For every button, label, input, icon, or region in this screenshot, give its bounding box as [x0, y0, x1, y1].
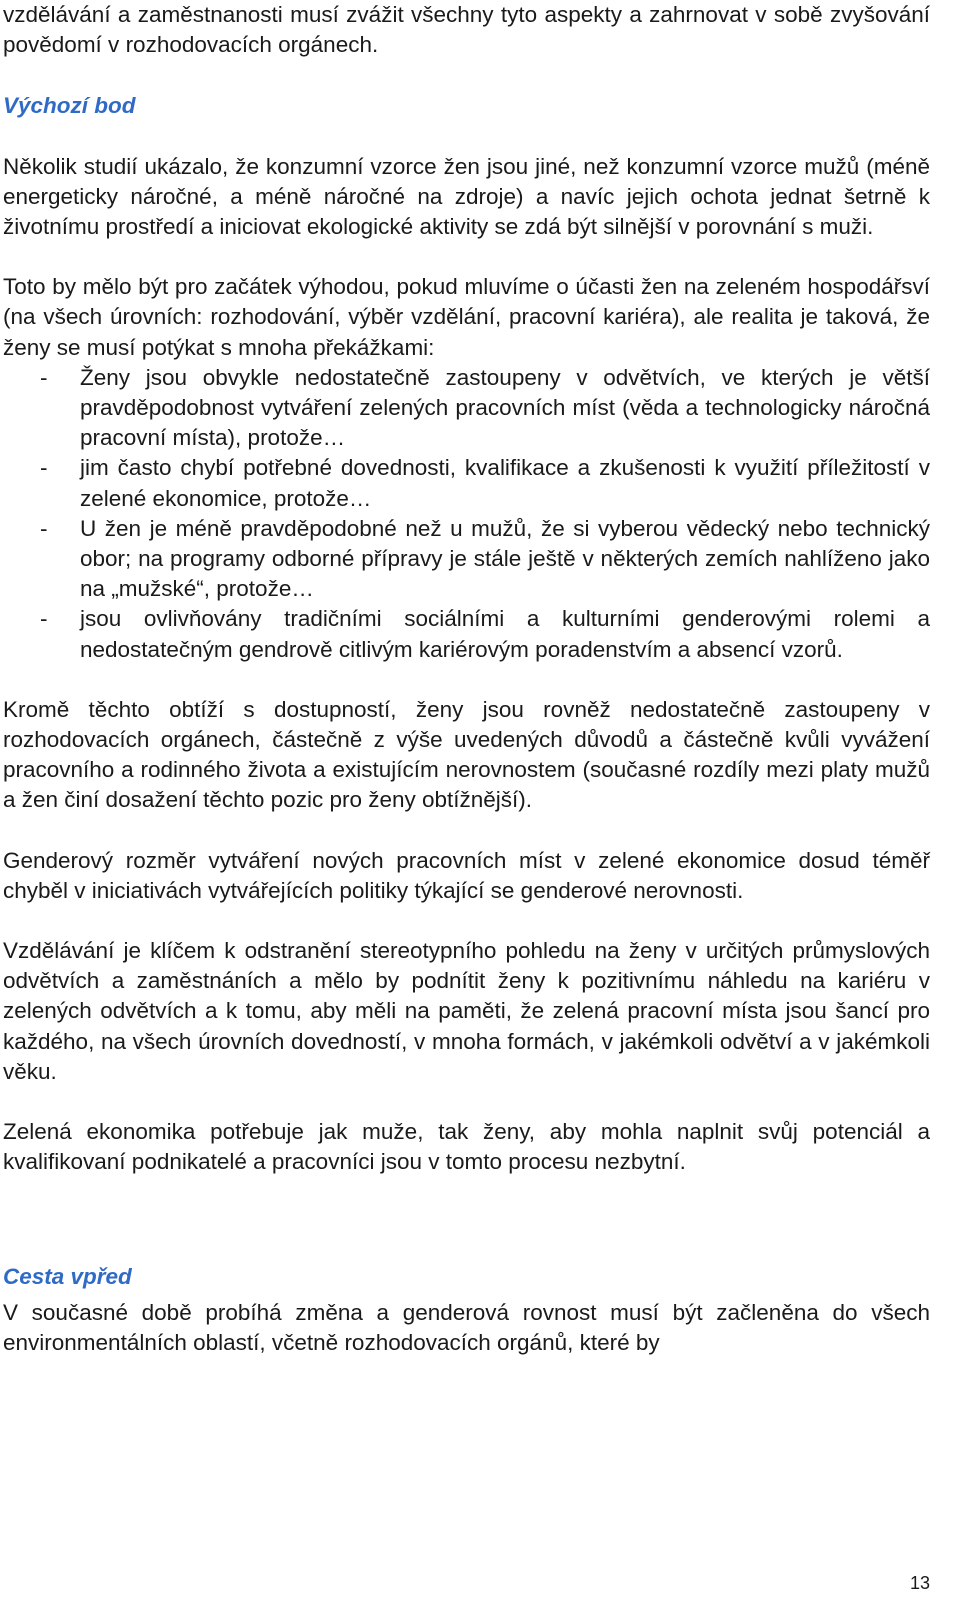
paragraph-way-forward: V současné době probíhá změna a genderová rovnost musí být začleněna do všech environmentálních oblastí, včetně rozhodovacích orgánů, které by: [3, 1299, 930, 1355]
list-item-text: jsou ovlivňovány tradičními sociálními a kulturními genderovými rolemi a nedostatečným gendrově citlivým kariérovým poradenstvím a absencí vzorů.: [80, 606, 930, 662]
paragraph-green-economy: Zelená ekonomika potřebuje jak muže, tak ženy, aby mohla naplnit svůj potenciál a kvalifikovaní podnikatelé a pracovníci jsou v tomto procesu nezbytní.: [3, 1119, 930, 1175]
list-item-text: U žen je méně pravděpodobné než u mužů, že si vyberou vědecký nebo technický obor; na programy odborné přípravy je stále ještě v některých zemích nahlíženo jako na „mužské“, protože…: [80, 515, 930, 602]
list-item: [3, 604, 930, 664]
list-item: [3, 453, 930, 513]
bullet-dash: -: [40, 515, 48, 541]
spacer: [3, 1178, 930, 1262]
spacer: [3, 816, 930, 846]
page-number: 13: [909, 1573, 930, 1593]
spacer: [3, 665, 930, 695]
bullet-dash: -: [40, 455, 48, 481]
spacer: [3, 60, 930, 91]
paragraph-decision-bodies: Kromě těchto obtíží s dostupností, ženy jsou rovněž nedostatečně zastoupeny v rozhodovacích orgánech, částečně z výše uvedených důvodů a částečně kvůli vyvážení pracovního a rodinného života a existujícím nerovnostem (současné rozdíly mezi platy mužů a žen činí dosažení těchto pozic pro ženy obtížnější).: [3, 696, 930, 813]
paragraph-obstacles-intro: Toto by mělo být pro začátek výhodou, pokud mluvíme o účasti žen na zeleném hospodářsví (na všech úrovních: rozhodování, výběr vzdělání, pracovní kariéra), ale realita je taková, že ženy se musí potýkat s mnoha překážkami:: [3, 274, 930, 360]
bullet-dash: -: [40, 606, 48, 632]
document-page: [3, 0, 930, 1358]
bullet-dash: -: [40, 364, 48, 390]
section-heading-cesta-vpred: Cesta vpřed: [3, 1263, 132, 1289]
spacer: [3, 242, 930, 272]
intro-fragment: vzdělávání a zaměstnanosti musí zvážit všechny tyto aspekty a zahrnovat v sobě zvyšování povědomí v rozhodovacích orgánech.: [3, 2, 930, 58]
section-heading-vychozi-bod: Výchozí bod: [3, 93, 136, 119]
paragraph-education: Vzdělávání je klíčem k odstranění stereotypního pohledu na ženy v určitých průmyslových odvětvích a zaměstnáních a mělo by podnítit ženy k pozitivnímu náhledu na kariéru v zelených odvětvích a k tomu, aby měli na paměti, že zelená pracovní místa jsou šancí pro každého, na všech úrovních dovedností, v mnoha formách, v jakémkoli odvětví a v jakémkoli věku.: [3, 938, 930, 1084]
spacer: [3, 122, 930, 152]
list-item: [3, 514, 930, 605]
spacer: [3, 906, 930, 936]
list-item: [3, 363, 930, 454]
obstacles-list: [3, 363, 930, 665]
paragraph-studies: Několik studií ukázalo, že konzumní vzorce žen jsou jiné, než konzumní vzorce mužů (méně energeticky náročné, a méně náročné na zdroje) a navíc jejich ochota jednat šetrně k životnímu prostředí a iniciovat ekologické aktivity se zdá být silnější v porovnání s muži.: [3, 153, 930, 240]
list-item-text: jim často chybí potřebné dovednosti, kvalifikace a zkušenosti k využití příležitostí v zelené ekonomice, protože…: [80, 455, 930, 511]
spacer: [3, 1087, 930, 1117]
list-item-text: Ženy jsou obvykle nedostatečně zastoupeny v odvětvích, ve kterých je větší pravděpodobnost vytváření zelených pracovních míst (věda a technologicky náročná pracovní místa), protože…: [80, 364, 930, 451]
paragraph-gender-dimension: Genderový rozměr vytváření nových pracovních míst v zelené ekonomice dosud téměř chyběl v iniciativách vytvářejících politiky týkající se genderové nerovnosti.: [3, 847, 930, 903]
